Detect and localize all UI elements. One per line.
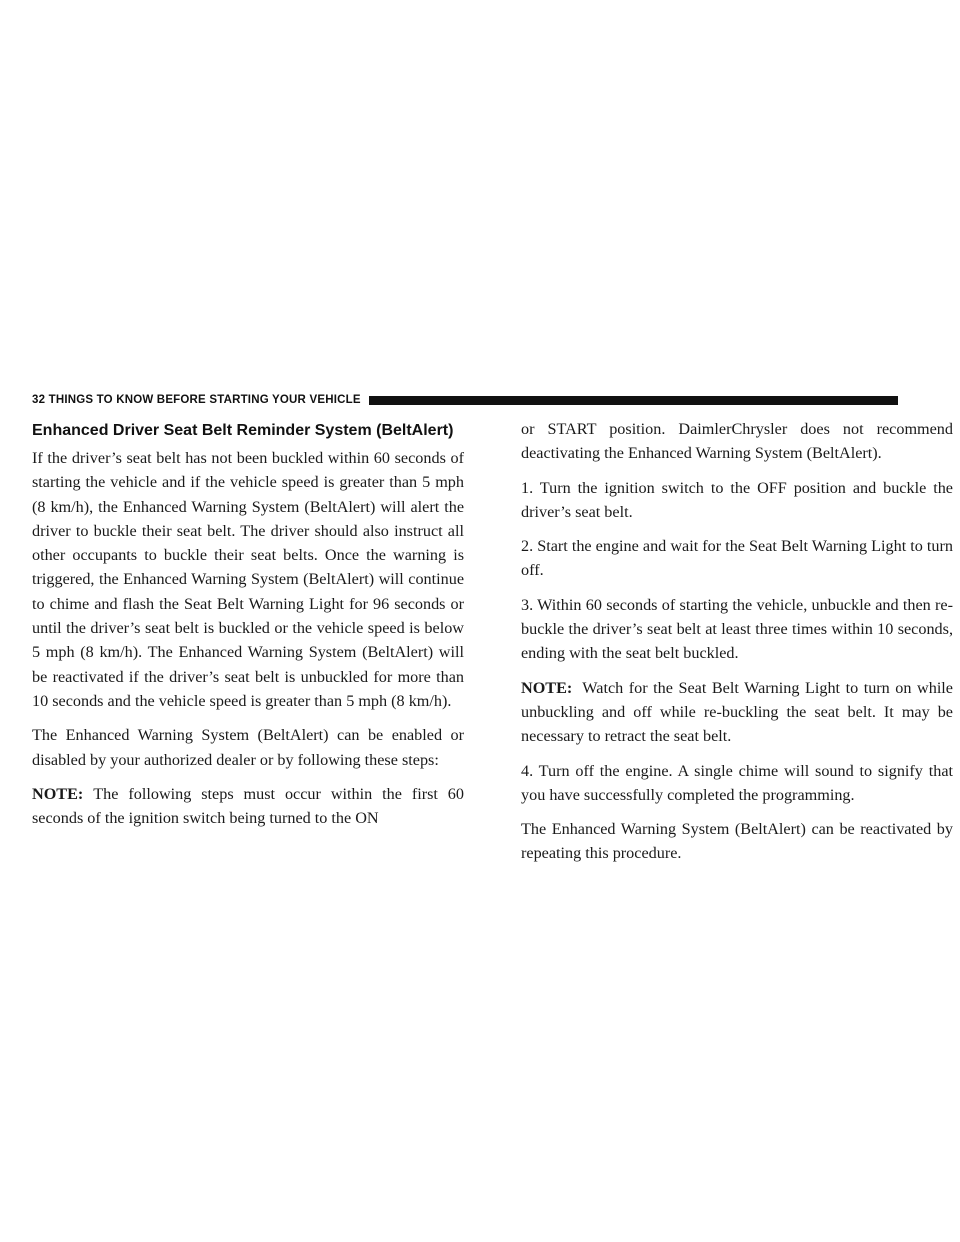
intro-paragraph: If the driver’s seat belt has not been buckled within 60 seconds of starting the vehicle and if the vehicle speed is greater than 5 mph (8 km/h), the Enhanced Warning System (BeltAlert) will alert the driver to buckle their seat belt. The driver should also instruct all other occupants to buckle their seat belts. Once the warning is triggered, the Enhanced Warning System (BeltAlert) will continue to chime and flash the Seat Belt Warning Light for 96 seconds or until the driver’s seat belt is buckled or the vehicle speed is below 5 mph (8 km/h). The Enhanced Warning System (BeltAlert) will be reactivated if the driver’s seat belt is unbuckled for more than 10 seconds and the vehicle speed is greater than 5 mph (8 km/h). (32, 449, 464, 710)
closing-paragraph: The Enhanced Warning System (BeltAlert) can be reactivated by repeating this procedure. (521, 820, 953, 863)
continuation-paragraph: or START position. DaimlerChrysler does not recommend deactivating the Enhanced Warning System (BeltAlert). (521, 420, 953, 463)
page-header (32, 391, 898, 409)
step-2: 2. Start the engine and wait for the Seat Belt Warning Light to turn off. (521, 537, 953, 580)
enable-paragraph: The Enhanced Warning System (BeltAlert) can be enabled or disabled by your authorized dealer or by following these steps: (32, 726, 464, 769)
note-paragraph-2 (521, 676, 953, 749)
step-3: 3. Within 60 seconds of starting the vehicle, unbuckle and then re-buckle the driver’s seat belt at least three times within 10 seconds, ending with the seat belt buckled. (521, 595, 953, 663)
section-title: THINGS TO KNOW BEFORE STARTING YOUR VEHICLE (48, 394, 361, 406)
note-label: NOTE: (521, 678, 573, 697)
page-number: 32 (32, 394, 46, 406)
right-column (521, 417, 953, 876)
left-column (32, 421, 464, 840)
note-text: The following steps must occur within the first 60 seconds of the ignition switch being turned to the ON (32, 784, 464, 828)
step-1: 1. Turn the ignition switch to the OFF position and buckle the driver’s seat belt. (521, 478, 953, 521)
section-heading: Enhanced Driver Seat Belt Reminder System (BeltAlert) (32, 422, 454, 439)
note-label: NOTE: (32, 784, 84, 803)
running-header (32, 394, 361, 406)
step-4: 4. Turn off the engine. A single chime will sound to signify that you have successfully completed the programming. (521, 761, 953, 804)
header-rule (369, 396, 898, 405)
note-paragraph-1 (32, 782, 464, 831)
note-text: Watch for the Seat Belt Warning Light to turn on while unbuckling and off while re-buckling the seat belt. It may be necessary to retract the seat belt. (521, 678, 953, 746)
